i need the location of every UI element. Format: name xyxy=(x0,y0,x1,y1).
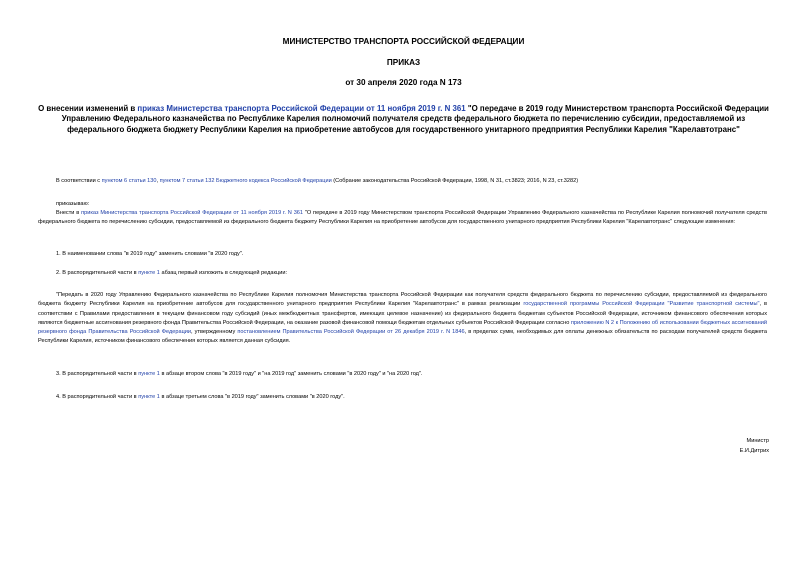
p2-suffix: "О передаче в 2019 году Министерством транспорта Российской Федерации Управлению Федерального казначейства по Республике Карелия полномочий получателя средств федерального бюджета по перечислению субсидии, предоставляемой из федерального бюджета бюджету Республики Карелия на приобретение автобусов для государственного унитарного предприятия Республики Карелия "Карелавтотранс" следующие изменения: xyxy=(38,210,768,226)
signatory-position: Министр xyxy=(746,438,769,444)
document-title xyxy=(38,104,769,135)
link-state-program[interactable]: государственной программы Российской Федерации "Развитие транспортной системы" xyxy=(523,301,760,308)
p7-suffix: в абзаце третьем слова "в 2019 году" заменить словами "в 2020 году". xyxy=(159,394,345,400)
p1-prefix: В соответствии с xyxy=(56,178,102,184)
paragraph-amend xyxy=(38,209,767,228)
p7-prefix: 4. В распорядительной части в xyxy=(56,394,139,400)
paragraph-item-4 xyxy=(38,393,767,402)
p1-suffix: (Собрание законодательства Российской Федерации, 1998, N 31, ст.3823; 2016, N 23, ст.3282) xyxy=(331,178,579,184)
p5-part-b: , в соответствии с Правилами предоставления в текущем финансовом году субсидий (иных межбюджетных трансфертов, имеющих целевое назначение) из федерального бюджета бюджетам субъектов Российской Федерации, источником финансового обеспечения которых являются бюджетные ассигнования резервного фонда Правительства Российской Федерации, на оказание разовой финансовой помощи бюджетам отдельных субъектов Российской Федерации согласно xyxy=(38,301,767,326)
paragraph-prikazyvayu: приказываю: xyxy=(56,201,90,207)
paragraph-basis xyxy=(38,177,767,186)
title-order-link[interactable]: приказ Министерства транспорта Российской Федерации от 11 ноября 2019 г. N 361 xyxy=(137,104,466,113)
title-suffix: "О передаче в 2019 году Министерством транспорта Российской Федерации Управлению Федерального казначейства по Республике Карелия полномочий получателя средств федерального бюджета по перечислению субсидии, предоставляемой из федерального бюджета бюджету Республики Карелия на приобретение автобусов для государственного унитарного предприятия Республики Карелия "Карелавтотранс" xyxy=(61,104,769,134)
link-resolution-1846[interactable]: постановлением Правительства Российской Федерации от 26 декабря 2019 г. N 1846 xyxy=(237,329,465,336)
link-order-361[interactable]: приказ Министерства транспорта Российской Федерации от 11 ноября 2019 г. N 361 xyxy=(81,210,304,216)
order-date-number: от 30 апреля 2020 года N 173 xyxy=(345,78,462,87)
link-item-3-point-1[interactable]: пункте 1 xyxy=(138,371,160,377)
p6-suffix: в абзаце втором слова "в 2019 году" и "на 2019 год" заменить словами "в 2020 году" и "на 2020 год". xyxy=(159,371,423,377)
p6-prefix: 3. В распорядительной части в xyxy=(56,371,139,377)
p4-prefix: 2. В распорядительной части в xyxy=(56,270,139,276)
ministry-heading: МИНИСТЕРСТВО ТРАНСПОРТА РОССИЙСКОЙ ФЕДЕРАЦИИ xyxy=(282,37,525,46)
link-article-132[interactable]: пунктом 7 статьи 132 Бюджетного кодекса Российской Федерации xyxy=(159,178,332,184)
signature-block xyxy=(740,436,769,456)
p2-prefix: Внести в xyxy=(56,210,82,216)
paragraph-item-3 xyxy=(38,370,767,379)
p4-suffix: абзац первый изложить в следующей редакции: xyxy=(159,270,287,276)
link-appendix-2[interactable]: приложению N 2 к Положению об использовании бюджетных ассигнований резервного фонда Правительства Российской Федерации xyxy=(38,319,768,336)
p5-part-a: "Передать в 2020 году Управлению Федерального казначейства по Республике Карелия полномочия Министерства транспорта Российской Федерации как получателя средств федерального бюджета по перечислению субсидии, предоставляемой из федерального бюджета бюджету Республики Карелия на приобретение автобусов для государственного унитарного предприятия Республики Карелия "Карелавтотранс" в рамках реализации xyxy=(38,292,767,308)
p5-part-c: , утвержденному xyxy=(191,329,238,336)
p1-separator: , xyxy=(156,178,160,184)
order-heading: ПРИКАЗ xyxy=(386,58,421,67)
p5-part-d: , в пределах сумм, необходимых для оплаты денежных обязательств по расходам получателей средств бюджета Республики Карелия, источником финансового обеспечения которых является данная субсидия. xyxy=(38,329,768,345)
signatory-name: Е.И.Дитрих xyxy=(739,448,769,454)
link-article-130[interactable]: пунктом 6 статьи 130 xyxy=(101,178,157,184)
paragraph-item-2 xyxy=(38,269,767,278)
paragraph-item-1: 1. В наименовании слова "в 2019 году" заменить словами "в 2020 году". xyxy=(56,251,244,257)
link-item-2-point-1[interactable]: пункте 1 xyxy=(138,270,160,276)
title-prefix: О внесении изменений в xyxy=(38,104,138,113)
paragraph-new-wording xyxy=(38,291,767,347)
link-item-4-point-1[interactable]: пункте 1 xyxy=(138,394,160,400)
